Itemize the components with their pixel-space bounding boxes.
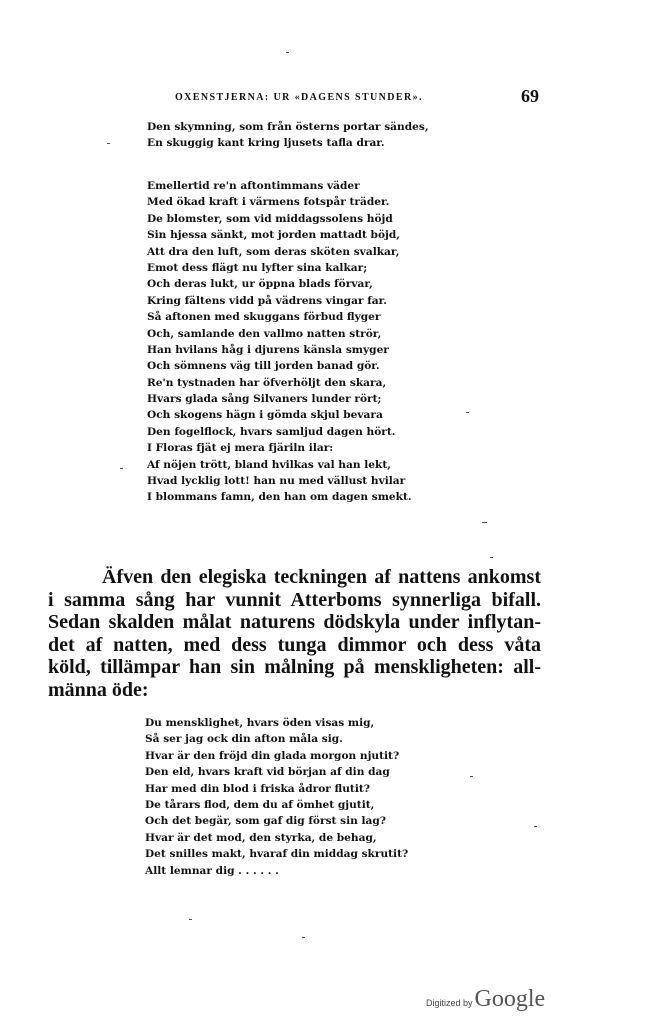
verse-line: Hvar är den fröjd din glada morgon njutit? [145, 749, 400, 762]
verse-line: Och deras lukt, ur öppna blads förvar, [147, 278, 373, 291]
verse-line: Hvars glada sång Silvaners lunder rört; [147, 393, 382, 406]
scan-speck [120, 468, 123, 469]
prose-line: det af natten, med dess tunga dimmor och dess våta [48, 633, 541, 656]
verse-line: Han hvilans håg i djurens känsla smyger [147, 343, 389, 356]
prose-line: Sedan skalden målat naturens dödskyla under inflytan- [48, 611, 541, 634]
verse-line: Den fogelflock, hvars samljud dagen hört. [147, 425, 396, 438]
google-logo: Google [474, 986, 546, 1012]
verse-line: Har med din blod i friska ådror flutit? [145, 782, 370, 795]
verse-line: Emot dess flägt nu lyfter sina kalkar; [147, 261, 368, 274]
running-header: OXENSTJERNA: UR «DAGENS STUNDER». [175, 92, 423, 103]
verse-line: Den skymning, som från österns portar sändes, [147, 121, 429, 133]
verse-line: Hvar är det mod, den styrka, de behag, [145, 831, 377, 844]
verse-line: Allt lemnar dig . . . . . . [145, 864, 279, 877]
verse-line: De tårars flod, dem du af ömhet gjutit, [145, 798, 375, 811]
verse-line: Och skogens hägn i gömda skjul bevara [147, 409, 383, 422]
verse-line: I Floras fjät ej mera fjäriln ilar: [147, 442, 334, 455]
scan-speck [534, 826, 537, 827]
verse-line: Du menskligheŧ, hvars öden visas mig, [145, 717, 375, 729]
verse-line: Re'n tystnaden har öfverhöljt den skara, [147, 376, 387, 389]
scan-speck [470, 776, 473, 777]
scan-speck [286, 52, 289, 53]
verse-line: Kring fältens vidd på vädrens vingar far. [147, 294, 387, 307]
verse-line: Och sömnens väg till jorden banad gör. [147, 360, 380, 373]
verse-line: Så aftonen med skuggans förbud flyger [147, 311, 381, 324]
scan-speck [466, 412, 469, 413]
scan-speck [302, 937, 305, 938]
verse-stanza-1 [147, 119, 429, 152]
verse-stanza-3 [145, 715, 408, 879]
verse-line: I blommans famn, den han om dagen smekt. [147, 491, 412, 504]
verse-line: Af nöjen trött, bland hvilkas val han lekt, [147, 458, 391, 471]
prose-line: Äfven den elegiska teckningen af nattens ankomst [102, 566, 541, 588]
verse-line: Så ser jag ock din afton måla sig. [145, 733, 343, 746]
verse-stanza-2 [147, 178, 412, 506]
verse-line: Emellertid re'n aftontimmans väder [147, 180, 360, 192]
verse-line: Sin hjessa sänkt, mot jorden mattadt böjd, [147, 229, 400, 242]
verse-line: De blomster, som vid middagssolens höjd [147, 212, 393, 225]
page-number: 69 [521, 86, 539, 106]
prose-line: köld, tillämpar han sin målning på menskligheten: all- [48, 656, 541, 679]
scan-speck [107, 143, 110, 144]
verse-line: Med ökad kraft i värmens fotspår träder. [147, 196, 390, 209]
verse-line: En skuggig kant kring ljusets tafla drar. [147, 137, 385, 150]
prose-line: männa öde: [48, 678, 149, 701]
prose-line: i samma sång har vunnit Atterboms synnerliga bifall. [48, 588, 541, 611]
prose-paragraph [48, 566, 541, 702]
scan-speck [189, 919, 192, 920]
scan-speck [490, 557, 493, 558]
verse-line: Den eld, hvars kraft vid början af din dag [145, 766, 390, 779]
verse-line: Det snilles makt, hvaraf din middag skrutit? [145, 848, 409, 861]
verse-line: Och det begär, som gaf dig först sin lag? [145, 815, 387, 828]
scan-speck [482, 522, 487, 523]
digitization-watermark [426, 986, 545, 1013]
digitized-by-label: Digitized by [426, 998, 473, 1008]
verse-line: Hvad lycklig lott! han nu med vällust hvilar [147, 475, 406, 488]
verse-line: Att dra den luft, som deras sköten svalkar, [147, 245, 400, 258]
verse-line: Och, samlande den vallmo natten strör, [147, 327, 382, 340]
